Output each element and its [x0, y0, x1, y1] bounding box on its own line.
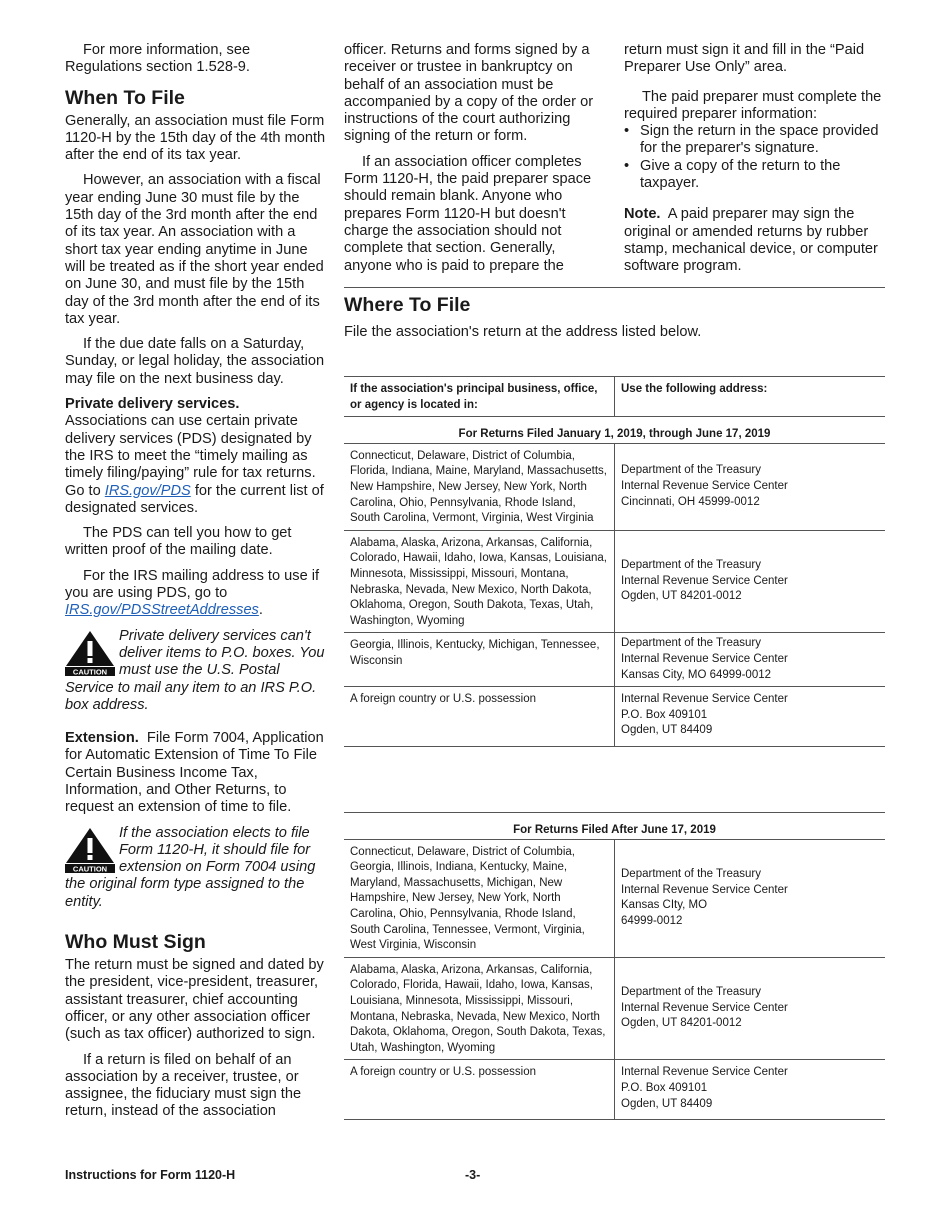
pds-text-a: Associations can use certain private delivery services (PDS) designated by the IRS to meet the “timely mailing as timely filing/paying” rule for tax returns. Go to	[65, 413, 316, 499]
address-cell	[615, 957, 886, 1060]
pds-paragraph-3	[65, 568, 327, 620]
address-line: Internal Revenue Service Center	[621, 652, 788, 665]
heading-who-must-sign: Who Must Sign	[65, 931, 206, 954]
pds-p3-text-b: .	[258, 602, 263, 619]
address-line: P.O. Box 409101	[621, 708, 708, 721]
table-row	[344, 957, 885, 1060]
address-cell	[615, 530, 886, 633]
table-row	[344, 443, 885, 530]
section-title-early: For Returns Filed January 1, 2019, through June 17, 2019	[458, 428, 771, 441]
address-cell	[615, 687, 886, 747]
states-cell: Alabama, Alaska, Arizona, Arkansas, California, Colorado, Florida, Hawaii, Idaho, Iowa, Kansas, Louisiana, Minnesota, Mississippi, Missouri, Montana, Nebraska, Nevada, New Mexico, North Dakota, Oklahoma, Oregon, South Dakota, Texas, Utah, Washington, Wyoming	[344, 957, 615, 1060]
address-line: Department of the Treasury	[621, 637, 761, 650]
preparer-bullet-list	[624, 123, 886, 192]
address-line: Ogden, UT 84201-0012	[621, 590, 742, 603]
table-row	[344, 633, 885, 687]
section-title-late: For Returns Filed After June 17, 2019	[513, 824, 716, 836]
column-left	[65, 42, 327, 1129]
address-line: Kansas City, MO 64999-0012	[621, 668, 772, 681]
table-header-address: Use the following address:	[621, 383, 768, 395]
states-cell: Alabama, Alaska, Arizona, Arkansas, California, Colorado, Hawaii, Idaho, Iowa, Kansas, Louisiana, Minnesota, Mississippi, Missouri, Montana, Nebraska, Nevada, New Mexico, North Dakota, Oklahoma, Oregon, South Dakota, Texas, Utah, Washington, Wyoming	[344, 530, 615, 633]
address-line: Department of the Treasury	[621, 867, 761, 880]
sign-paragraph-1: The return must be signed and dated by the president, vice-president, treasurer, assistant treasurer, chief accounting officer, or any other association officer (such as tax officer) authorized to sign.	[65, 957, 324, 1043]
table-header-location: If the association's principal business, office, or agency is located in:	[344, 377, 615, 417]
footer-form-title: Instructions for Form 1120-H	[65, 1168, 236, 1182]
bullet-sign-return: • Sign the return in the space provided for the preparer's signature.	[624, 123, 886, 158]
address-line: Internal Revenue Service Center	[621, 574, 788, 587]
states-cell: A foreign country or U.S. possession	[344, 687, 615, 747]
address-line: Cincinnati, OH 45999-0012	[621, 495, 760, 508]
note-heading: Note.	[624, 206, 661, 223]
when-paragraph-2: However, an association with a fiscal year ending June 30 must file by the 15th day of the 3rd month after the end of its tax year. An association with a short tax year ending anytime in June will be treated as if the short year ended on June 30, and must file by the 15th day of the 3rd month after the end of its tax year.	[65, 172, 324, 327]
address-line: Department of the Treasury	[621, 464, 761, 477]
footer-page-number: -3-	[465, 1168, 481, 1182]
caution-text-pds: Private delivery services can't deliver items to P.O. boxes. You must use the U.S. Postal Service to mail any item to an IRS P.O. box address.	[65, 627, 325, 713]
pds-heading: Private delivery services.	[65, 396, 240, 413]
note-text: A paid preparer may sign the original or amended returns by rubber stamp, mechanical device, or computer software program.	[624, 206, 878, 275]
address-line: Ogden, UT 84409	[621, 1097, 713, 1110]
caution-icon	[65, 630, 115, 676]
states-cell: Georgia, Illinois, Kentucky, Michigan, Tennessee, Wisconsin	[344, 633, 615, 687]
pds-paragraph-2: The PDS can tell you how to get written proof of the mailing date.	[65, 525, 292, 559]
table-row	[344, 839, 885, 957]
caution-box-extension	[65, 825, 327, 911]
address-line: Internal Revenue Service Center	[621, 883, 788, 896]
bullet-give-copy: • Give a copy of the return to the taxpayer.	[624, 158, 886, 193]
address-line: P.O. Box 409101	[621, 1081, 708, 1094]
column-middle	[344, 42, 606, 283]
address-line: Internal Revenue Service Center	[621, 1001, 788, 1014]
address-line: 64999-0012	[621, 914, 683, 927]
address-line: Ogden, UT 84409	[621, 724, 713, 737]
caution-label: CAUTION	[72, 864, 108, 873]
where-to-file-section	[344, 287, 885, 341]
states-cell: Connecticut, Delaware, District of Columbia, Georgia, Illinois, Indiana, Kentucky, Maine, Maryland, Massachusetts, Michigan, New Hampshire, New Jersey, New York, North Carolina, Ohio, Pennsylvania, Rhode Island, South Carolina, Tennessee, Vermont, Virginia, West Virginia, Wisconsin	[344, 839, 615, 957]
address-line: Ogden, UT 84201-0012	[621, 1017, 742, 1030]
extension-paragraph	[65, 730, 327, 816]
address-table-2019-early	[344, 376, 885, 747]
heading-when-to-file: When To File	[65, 86, 185, 109]
irs-pds-link[interactable]: IRS.gov/PDS	[104, 482, 191, 499]
table-row	[344, 687, 885, 747]
when-paragraph-3: If the due date falls on a Saturday, Sunday, or legal holiday, the association may file on the next business day.	[65, 336, 325, 387]
when-paragraph-1: Generally, an association must file Form 1120-H by the 15th day of the 4th month after the end of its tax year.	[65, 112, 326, 164]
address-cell	[615, 633, 886, 687]
states-cell: A foreign country or U.S. possession	[344, 1060, 615, 1120]
address-line: Internal Revenue Service Center	[621, 1066, 788, 1079]
caution-icon	[65, 827, 115, 873]
address-cell	[615, 443, 886, 530]
irs-pds-street-link[interactable]: IRS.gov/PDSStreetAddresses	[65, 602, 259, 619]
address-cell	[615, 839, 886, 957]
states-cell: Connecticut, Delaware, District of Columbia, Florida, Indiana, Maine, Maryland, Massachusetts, New Hampshire, New Jersey, New York, North Carolina, Ohio, Pennsylvania, Rhode Island, South Carolina, Vermont, Virginia, West Virginia	[344, 443, 615, 530]
pds-paragraph	[65, 396, 327, 517]
signing-paragraph-cont: officer. Returns and forms signed by a receiver or trustee in bankruptcy on behalf of an association must be accompanied by a copy of the order or instructions of the court authorizing signing of the return or form.	[344, 42, 594, 145]
address-cell	[615, 1060, 886, 1120]
caution-box-pds	[65, 628, 327, 714]
where-intro: File the association's return at the address listed below.	[344, 324, 702, 340]
preparer-paragraph-cont: return must sign it and fill in the “Paid Preparer Use Only” area.	[624, 42, 865, 76]
pds-text-b: for the current list of designated services.	[65, 482, 324, 516]
note-paragraph	[624, 206, 886, 275]
officer-paragraph: If an association officer completes Form 1120-H, the paid preparer space should remain blank. Anyone who prepares Form 1120-H but doesn't charge the association should not complete that section. Generally, anyone who is paid to prepare the	[344, 153, 592, 274]
address-line: Kansas CIty, MO	[621, 899, 708, 912]
extension-text: File Form 7004, Application for Automatic Extension of Time To File Certain Business Income Tax, Information, and Other Returns, to request an extension of time to file.	[65, 730, 324, 816]
address-table-2019-late	[344, 812, 885, 1120]
extension-heading: Extension.	[65, 730, 139, 747]
heading-where-to-file: Where To File	[344, 294, 471, 316]
preparer-requirements: The paid preparer must complete the required preparer information:	[624, 88, 882, 122]
pds-p3-text-a: For the IRS mailing address to use if you are using PDS, go to	[65, 567, 320, 602]
address-line: Internal Revenue Service Center	[621, 479, 788, 492]
sign-paragraph-2: If a return is filed on behalf of an association by a receiver, trustee, or assignee, the fiduciary must sign the return, instead of the association	[65, 1051, 302, 1120]
table-row	[344, 1060, 885, 1120]
address-line: Internal Revenue Service Center	[621, 693, 788, 706]
caution-text-extension: If the association elects to file Form 1120-H, it should file for extension on Form 7004 using the original form type assigned to the entity.	[65, 824, 316, 910]
address-line: Department of the Treasury	[621, 559, 761, 572]
table-row	[344, 530, 885, 633]
address-line: Department of the Treasury	[621, 986, 761, 999]
caution-label: CAUTION	[72, 667, 108, 676]
column-right	[624, 42, 886, 284]
intro-paragraph: For more information, see Regulations section 1.528-9.	[65, 42, 251, 76]
